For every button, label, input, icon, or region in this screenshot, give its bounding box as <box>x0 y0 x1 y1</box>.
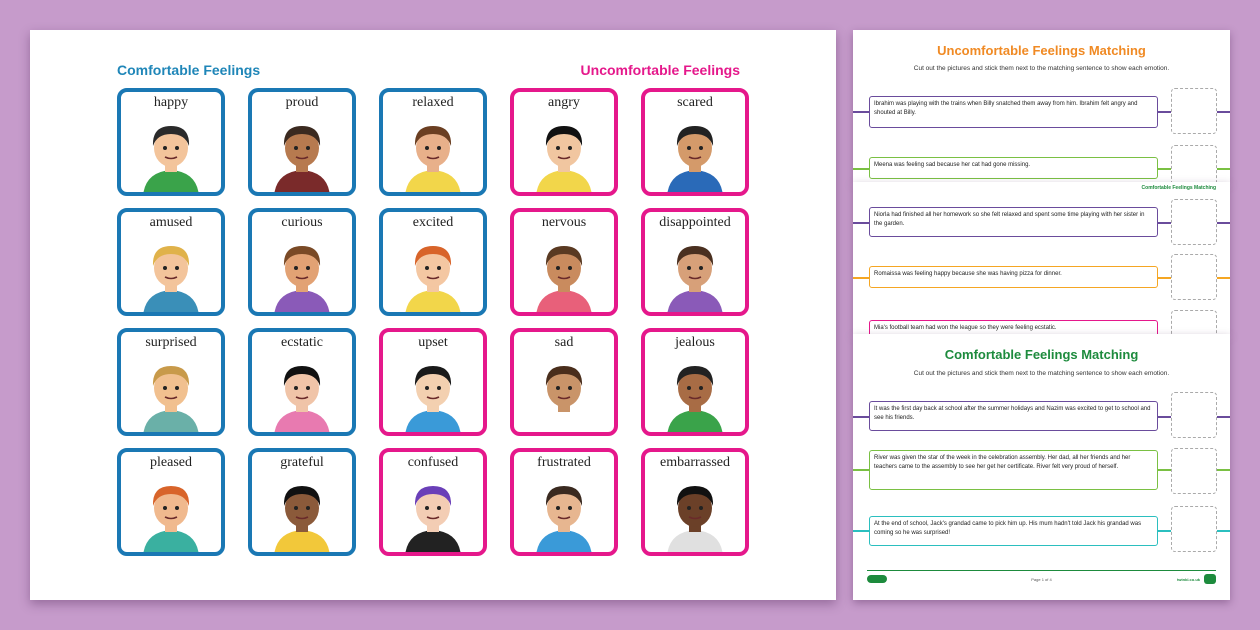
comfortable-matching-page-2 <box>853 182 1230 334</box>
picture-drop-box[interactable] <box>1171 199 1217 245</box>
picture-drop-box[interactable] <box>1171 254 1217 300</box>
feeling-card-pleased <box>117 448 225 556</box>
child-illustration-icon <box>135 356 207 436</box>
feeling-card-scared <box>641 88 749 196</box>
feeling-card-proud <box>248 88 356 196</box>
connector-line <box>853 111 869 113</box>
feeling-card-label: disappointed <box>659 215 731 230</box>
child-illustration-icon <box>135 476 207 556</box>
sentence-box: At the end of school, Jack's grandad came to pick him up. His mum hadn't told Jack his grandad was coming so he was surprised! <box>869 516 1158 546</box>
child-illustration-icon <box>528 116 600 196</box>
footer-url: twinkl.co.uk <box>1177 577 1200 582</box>
picture-drop-box[interactable] <box>1171 145 1217 182</box>
feeling-card-happy <box>117 88 225 196</box>
feeling-card-disappointed <box>641 208 749 316</box>
feeling-card-ecstatic <box>248 328 356 436</box>
feeling-card-label: amused <box>149 215 193 230</box>
uncomfortable-matching-page <box>853 30 1230 182</box>
picture-drop-box[interactable] <box>1171 448 1217 494</box>
feeling-card-surprised <box>117 328 225 436</box>
connector-line <box>853 530 869 532</box>
child-illustration-icon <box>659 356 731 436</box>
feeling-card-jealous <box>641 328 749 436</box>
feeling-card-excited <box>379 208 487 316</box>
comfortable-instruction: Cut out the pictures and stick them next to the matching sentence to show each emotion. <box>913 370 1170 377</box>
feeling-card-upset <box>379 328 487 436</box>
sentence-box: Meena was feeling sad because her cat had gone missing. <box>869 157 1158 179</box>
feeling-card-relaxed <box>379 88 487 196</box>
feeling-card-label: scared <box>677 95 713 110</box>
comfortable-matching-page <box>853 334 1230 600</box>
child-illustration-icon <box>528 236 600 316</box>
feeling-card-label: proud <box>285 95 319 110</box>
connector-line <box>853 416 869 418</box>
feeling-card-label: jealous <box>675 335 715 350</box>
feeling-card-label: angry <box>548 95 580 110</box>
feeling-card-curious <box>248 208 356 316</box>
connector-line <box>853 277 869 279</box>
child-illustration-icon <box>397 356 469 436</box>
connector-line <box>853 222 869 224</box>
quality-mark-icon <box>1204 574 1216 584</box>
connector-line <box>853 469 869 471</box>
child-illustration-icon <box>135 236 207 316</box>
sentence-box: Mia's football team had won the league so they were feeling ecstatic. <box>869 320 1158 334</box>
feelings-cards-sheet <box>30 30 836 600</box>
child-illustration-icon <box>397 236 469 316</box>
feeling-card-amused <box>117 208 225 316</box>
feeling-card-angry <box>510 88 618 196</box>
sentence-box: Niorla had finished all her homework so she felt relaxed and spent some time playing with her sister in the garden. <box>869 207 1158 237</box>
feeling-card-label: curious <box>281 215 323 230</box>
child-illustration-icon <box>135 116 207 196</box>
feeling-card-label: confused <box>407 455 459 470</box>
sentence-box: Ibrahim was playing with the trains when Billy snatched them away from him. Ibrahim felt angry and shouted at Billy. <box>869 96 1158 128</box>
feeling-card-label: nervous <box>541 215 587 230</box>
feeling-card-label: surprised <box>145 335 197 350</box>
feeling-card-label: grateful <box>280 455 324 470</box>
child-illustration-icon <box>528 476 600 556</box>
picture-drop-box[interactable] <box>1171 392 1217 438</box>
uncomfortable-feelings-heading: Uncomfortable Feelings <box>580 62 740 78</box>
connector-line <box>853 168 869 170</box>
child-illustration-icon <box>659 116 731 196</box>
footer-page-number: Page 1 of 4 <box>1031 577 1052 582</box>
page-tag: Comfortable Feelings Matching <box>1141 185 1216 191</box>
feeling-card-label: relaxed <box>412 95 454 110</box>
child-illustration-icon <box>659 236 731 316</box>
feeling-card-sad <box>510 328 618 436</box>
feeling-card-label: embarrassed <box>660 455 730 470</box>
feeling-card-label: happy <box>153 95 189 110</box>
feeling-card-label: ecstatic <box>281 335 323 350</box>
footer-divider <box>867 570 1216 571</box>
sentence-box: It was the first day back at school after the summer holidays and Nazim was excited to get to school and see his friends. <box>869 401 1158 431</box>
child-illustration-icon <box>659 476 731 556</box>
picture-drop-box[interactable] <box>1171 88 1217 134</box>
feeling-card-embarrassed <box>641 448 749 556</box>
feeling-card-grateful <box>248 448 356 556</box>
feeling-card-label: excited <box>412 215 454 230</box>
feeling-card-label: pleased <box>150 455 192 470</box>
child-illustration-icon <box>397 476 469 556</box>
picture-drop-box[interactable] <box>1171 506 1217 552</box>
comfortable-matching-title: Comfortable Feelings Matching <box>944 347 1139 362</box>
uncomfortable-matching-title: Uncomfortable Feelings Matching <box>937 43 1146 58</box>
feeling-card-confused <box>379 448 487 556</box>
child-illustration-icon <box>397 116 469 196</box>
feeling-card-label: upset <box>418 335 448 350</box>
feeling-card-label: frustrated <box>537 455 591 470</box>
sentence-box: Romaissa was feeling happy because she was having pizza for dinner. <box>869 266 1158 288</box>
child-illustration-icon <box>266 356 338 436</box>
feeling-card-label: sad <box>554 335 574 350</box>
feeling-card-nervous <box>510 208 618 316</box>
uncomfortable-instruction: Cut out the pictures and stick them next to the matching sentence to show each emotion. <box>913 65 1170 72</box>
feeling-card-frustrated <box>510 448 618 556</box>
child-illustration-icon <box>528 356 600 436</box>
sentence-box: River was given the star of the week in the celebration assembly. Her dad, all her friends and her teachers came to the assembly to see her get her certificate. River felt very proud of herself. <box>869 450 1158 490</box>
child-illustration-icon <box>266 116 338 196</box>
picture-drop-box[interactable] <box>1171 310 1217 334</box>
child-illustration-icon <box>266 476 338 556</box>
comfortable-feelings-heading: Comfortable Feelings <box>117 62 261 78</box>
child-illustration-icon <box>266 236 338 316</box>
